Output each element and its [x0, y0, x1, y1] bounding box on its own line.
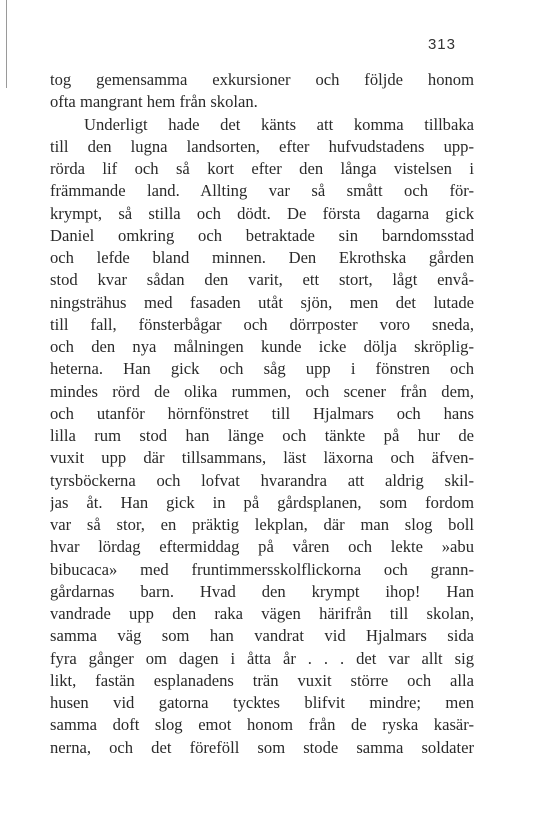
text-line: Underligt hade det känts att komma tillbaka [84, 114, 474, 134]
text-line: ofta mangrant hem från skolan. [50, 92, 258, 112]
text-line: fyra gånger om dagen i åtta år . . . det var allt sig [50, 648, 474, 668]
body-text [50, 69, 474, 759]
text-line: heterna. Han gick och såg upp i fönstren och [50, 359, 474, 379]
text-line: till den lugna landsorten, efter hufvudstadens upp- [50, 136, 474, 156]
text-line: och utanför hörnfönstret till Hjalmars och hans [50, 403, 474, 423]
text-line: likt, fastän esplanadens trän vuxit större och alla [50, 670, 474, 690]
text-line: samma väg som han vandrat vid Hjalmars sida [50, 626, 474, 646]
text-line: ningsträhus med fasaden utåt sjön, men det lutade [50, 292, 474, 312]
paragraph [50, 69, 474, 114]
text-line: tyrsböckerna och lofvat hvarandra att aldrig skil- [50, 470, 474, 490]
text-line: vuxit upp där tillsammans, läst läxorna och äfven- [50, 448, 474, 468]
text-line: samma doft slog emot honom från de ryska kasär- [50, 715, 474, 735]
text-line: stod kvar sådan den varit, ett stort, lågt envå- [50, 270, 474, 290]
text-line: krympt, så stilla och dödt. De första dagarna gick [50, 203, 474, 223]
text-line: nerna, och det föreföll som stode samma soldater [50, 737, 474, 757]
text-line: mindes rörd de olika rummen, och scener från dem, [50, 381, 474, 401]
text-line: husen vid gatorna tycktes blifvit mindre; men [50, 693, 474, 712]
text-line: lilla rum stod han länge och tänkte på hur de [50, 426, 474, 445]
text-line: och lefde bland minnen. Den Ekrothska gården [50, 248, 474, 267]
text-line: till fall, fönsterbågar och dörrposter voro sneda, [50, 314, 474, 334]
text-line: rörda lif och så kort efter den långa vistelsen i [50, 159, 474, 178]
text-line: jas åt. Han gick in på gårdsplanen, som fordom [50, 492, 474, 512]
text-line: bibucaca» med fruntimmersskolflickorna och grann- [50, 559, 474, 579]
text-line: tog gemensamma exkursioner och följde honom [50, 70, 474, 89]
page-edge-line [6, 0, 7, 88]
text-line: främmande land. Allting var så smått och för- [50, 181, 474, 201]
text-line: var så stor, en präktig lekplan, där man slog boll [50, 515, 474, 534]
paragraph [50, 114, 474, 759]
text-line: vandrade upp den raka vägen härifrån till skolan, [50, 604, 474, 623]
text-line: och den nya målningen kunde icke dölja skröplig- [50, 337, 474, 356]
page-number: 313 [427, 36, 456, 53]
text-line: gårdarnas barn. Hvad den krympt ihop! Han [50, 581, 474, 601]
text-line: hvar lördag eftermiddag på våren och lekte »abu [50, 537, 474, 557]
text-line: Daniel omkring och betraktade sin barndomsstad [50, 225, 474, 245]
